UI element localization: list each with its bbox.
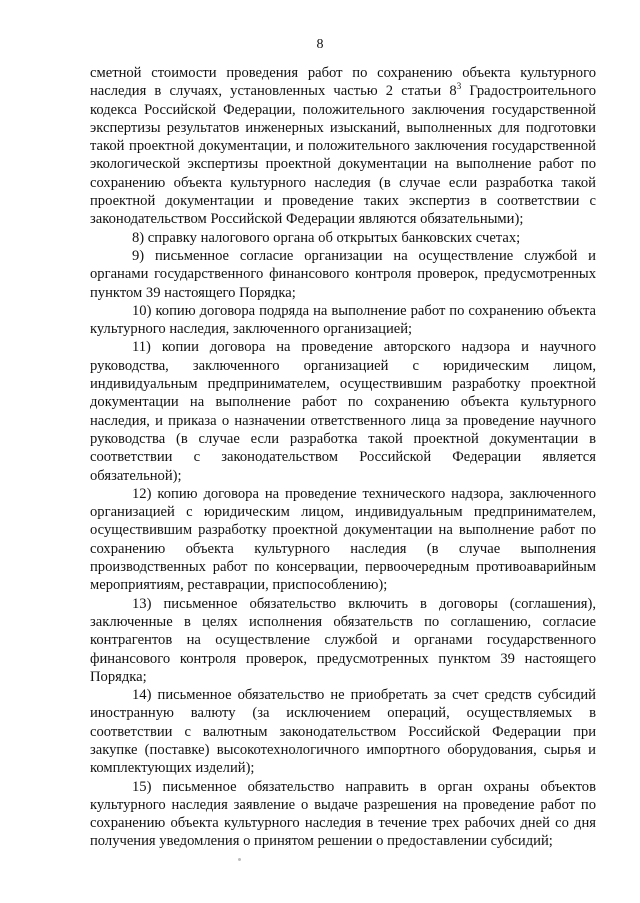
document-body (90, 64, 596, 851)
paragraph-text: Градостроительного кодекса Российской Федерации, положительного заключения государственной экспертизы результатов инженерных изысканий, выполненных для подготовки такой проектной документации, и положительного заключения государственной экологической экспертизы проектной документации на выполнение работ по сохранению объекта культурного наследия (в случае если разработка такой проектной документации и проведение таких экспертиз в соответствии с законодательством Российской Федерации являются обязательными); (90, 83, 596, 228)
paragraph-continuation (90, 64, 596, 229)
paragraph-item-14: 14) письменное обязательство не приобретать за счет средств субсидий иностранную валюту (за исключением операций, осуществляемых в соответствии с валютным законодательством Российской Федерации при закупке (поставке) высокотехнологичного импортного оборудования, сырья и комплектующих изделий); (90, 687, 596, 777)
page-number: 8 (316, 37, 324, 52)
scan-speck (238, 858, 241, 861)
paragraph-item-10: 10) копию договора подряда на выполнение работ по сохранению объекта культурного наследия, заключенного организацией; (90, 302, 596, 338)
paragraph-item-8: 8) справку налогового органа об открытых банковских счетах; (132, 229, 521, 246)
paragraph-item-11: 11) копии договора на проведение авторского надзора и научного руководства, заключенного организацией с юридическим лицом, индивидуальным предпринимателем, осуществившим разработку проектной документации на выполнение работ по сохранению объекта культурного наследия, и приказа о назначении ответственного лица за проведение научного руководства (в случае если разработка такой проектной документации в соответствии с законодательством Российской Федерации является обязательной); (90, 339, 596, 484)
paragraph-item-15: 15) письменное обязательство направить в орган охраны объектов культурного наследия заявление о выдаче разрешения на проведение работ по сохранению объекта культурного наследия в течение трех рабочих дней со дня получения уведомления о принятом решении о предоставлении субсидий; (90, 778, 596, 850)
paragraph-text: сметной стоимости проведения работ по сохранению объекта культурного наследия в случаях, установленных частью 2 статьи 8 (90, 65, 596, 100)
paragraph-item-9: 9) письменное согласие организации на осуществление службой и органами государственного финансового контроля проверок, предусмотренных пунктом 39 настоящего Порядка; (90, 247, 596, 301)
superscript: 3 (456, 81, 462, 92)
paragraph-item-12: 12) копию договора на проведение технического надзора, заключенного организацией с юридическим лицом, индивидуальным предпринимателем, осуществившим разработку проектной документации на выполнение работ по сохранению объекта культурного наследия (в случае выполнения производственных работ по консервации, первоочередным противоаварийным мероприятиям, реставрации, приспособлению); (90, 485, 596, 594)
paragraph-item-13: 13) письменное обязательство включить в договоры (соглашения), заключенные в целях исполнения обязательств по соглашению, согласие контрагентов на осуществление службой и органами государственного финансового контроля проверок, предусмотренных пунктом 39 настоящего Порядка; (90, 595, 596, 685)
